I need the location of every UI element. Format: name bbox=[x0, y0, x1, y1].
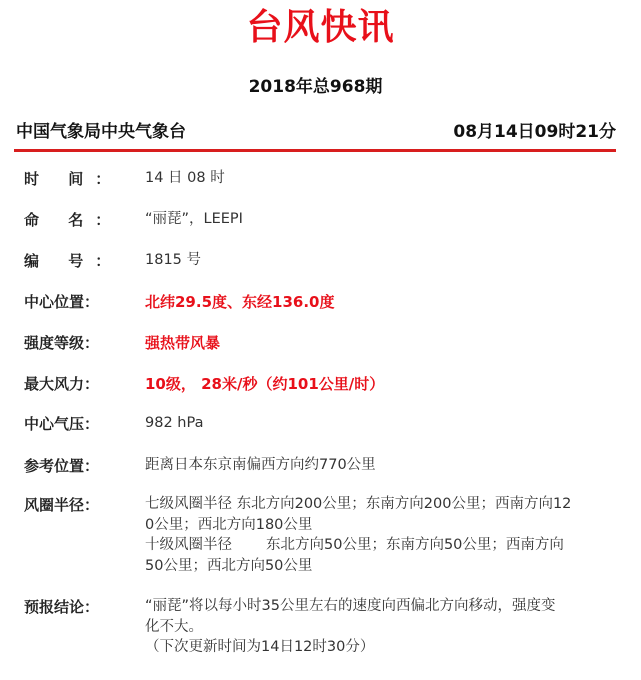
row-center-pressure bbox=[24, 413, 624, 455]
wind-radius-line-3b: 东北方向50公里；东南方向50公里；西南方向 bbox=[266, 537, 564, 553]
row-reference-position bbox=[24, 455, 624, 494]
value-time: 14 日 08 时 bbox=[145, 170, 225, 186]
issue-time: 08月14日09时21分 bbox=[453, 122, 616, 142]
value-wind-radius bbox=[145, 494, 624, 576]
wind-radius-line-2: 0公里；西北方向180公里 bbox=[145, 516, 313, 533]
label-center-pressure: 中心气压： bbox=[24, 415, 100, 433]
row-center-position bbox=[24, 291, 624, 332]
value-forecast bbox=[145, 596, 624, 658]
row-name bbox=[24, 209, 624, 250]
row-forecast bbox=[24, 596, 624, 658]
label-intensity-level: 强度等级： bbox=[24, 334, 100, 352]
label-name: 命 名： bbox=[24, 211, 123, 229]
label-wind-radius: 风圈半径： bbox=[24, 496, 100, 514]
label-time: 时 间： bbox=[24, 170, 123, 188]
value-max-wind: 10级， 28米/秒（约101公里/时） bbox=[145, 375, 385, 393]
row-wind-radius bbox=[24, 494, 624, 596]
header-divider bbox=[14, 149, 616, 152]
value-number: 1815 号 bbox=[145, 252, 202, 268]
label-max-wind: 最大风力： bbox=[24, 375, 100, 393]
forecast-line-3: （下次更新时间为14日12时30分） bbox=[145, 639, 375, 655]
label-forecast: 预报结论： bbox=[24, 598, 100, 616]
value-reference-position: 距离日本东京南偏西方向约770公里 bbox=[145, 457, 376, 473]
value-center-position: 北纬29.5度、东经136.0度 bbox=[145, 293, 335, 311]
forecast-line-1: “丽琵”将以每小时35公里左右的速度向西偏北方向移动，强度变 bbox=[145, 598, 556, 614]
label-number: 编 号： bbox=[24, 252, 123, 270]
wind-radius-line-1: 七级风圈半径 东北方向200公里；东南方向200公里；西南方向12 bbox=[145, 496, 572, 512]
row-number bbox=[24, 250, 624, 291]
issue-number: 2018年总968期 bbox=[248, 77, 383, 97]
typhoon-details bbox=[24, 168, 624, 658]
wind-radius-line-3a: 十级风圈半径 bbox=[145, 537, 232, 553]
row-intensity-level bbox=[24, 332, 624, 373]
value-name: “丽琵”，LEEPI bbox=[145, 211, 243, 227]
bulletin-title: 台风快讯 bbox=[246, 7, 395, 48]
label-reference-position: 参考位置： bbox=[24, 457, 100, 475]
value-intensity-level: 强热带风暴 bbox=[145, 334, 221, 352]
wind-radius-line-4: 50公里；西北方向50公里 bbox=[145, 557, 313, 574]
wind-radius-line-3 bbox=[145, 535, 624, 556]
agency-name: 中国气象局中央气象台 bbox=[16, 122, 186, 142]
label-center-position: 中心位置： bbox=[24, 293, 100, 311]
row-time bbox=[24, 168, 624, 209]
value-center-pressure: 982 hPa bbox=[145, 415, 204, 431]
forecast-line-2: 化不大。 bbox=[145, 618, 203, 635]
row-max-wind bbox=[24, 373, 624, 413]
bulletin-header bbox=[14, 120, 616, 146]
